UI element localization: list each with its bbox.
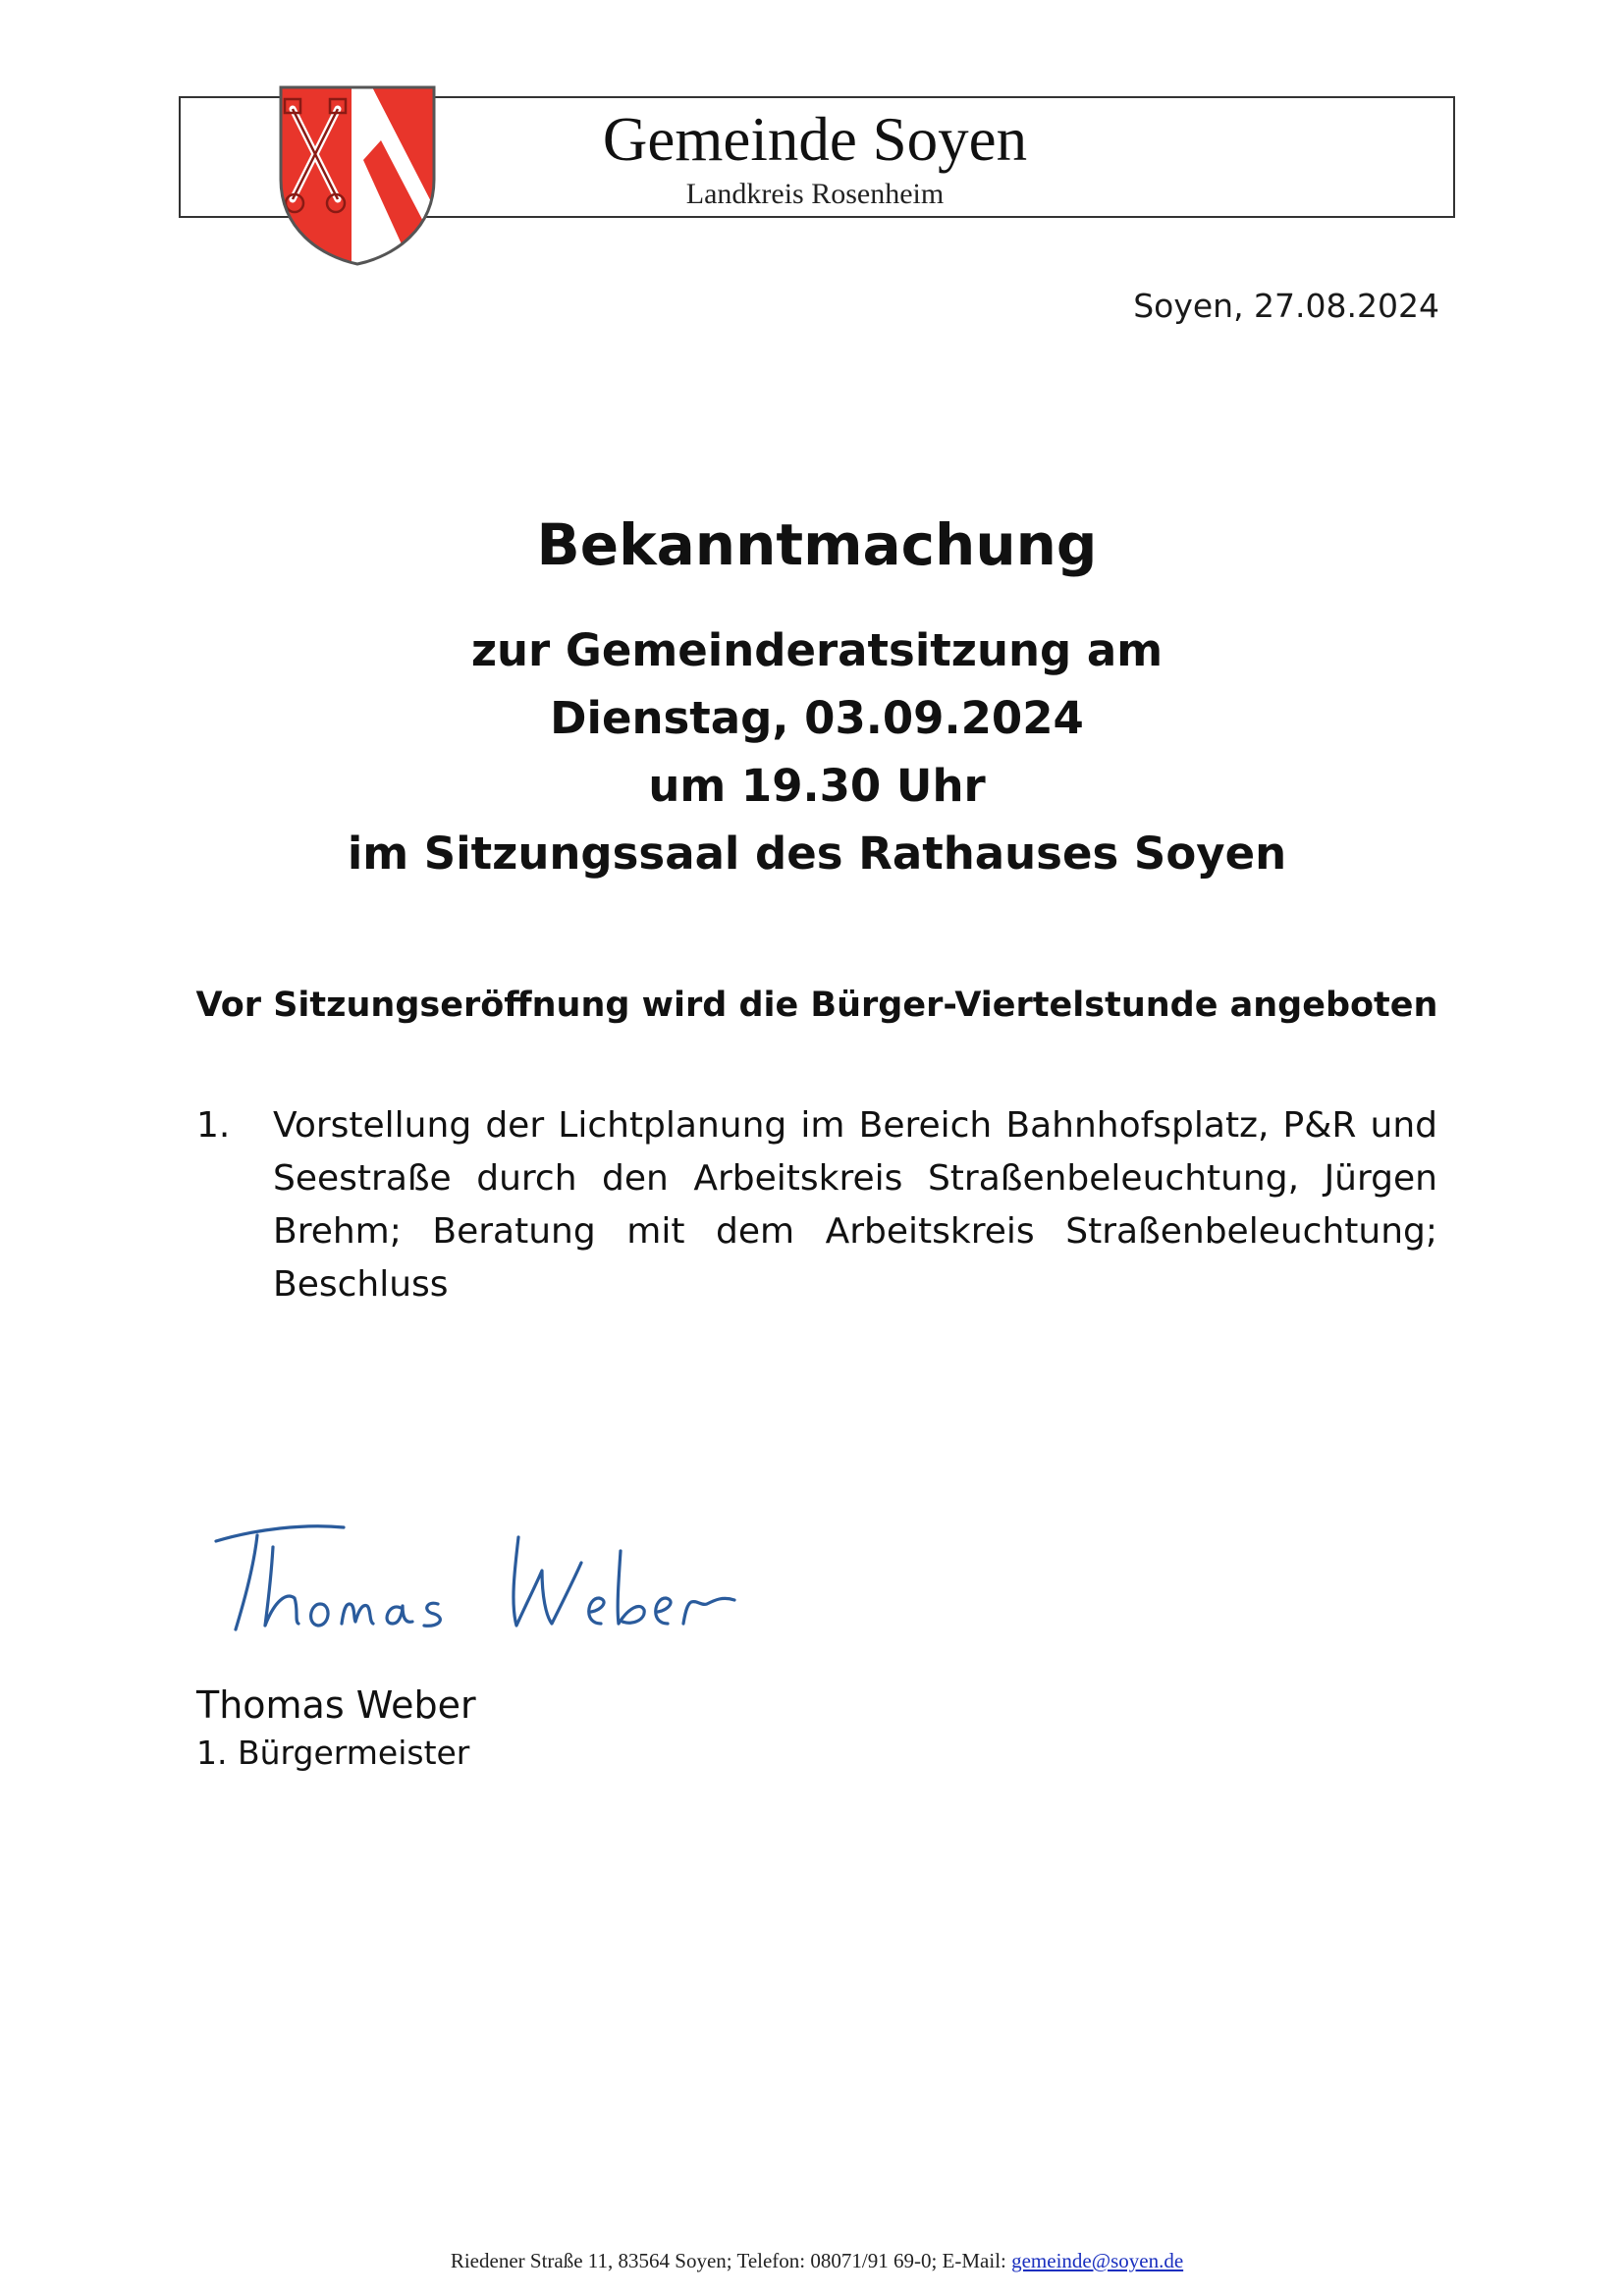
district-name: Landkreis Rosenheim — [685, 178, 945, 210]
meeting-line-date: Dienstag, 03.09.2024 — [550, 692, 1084, 744]
citizen-quarter-hour-note: Vor Sitzungseröffnung wird die Bürger-Viertelstunde angeboten — [195, 986, 1438, 1025]
signer-role: 1. Bürgermeister — [196, 1734, 470, 1772]
footer-email-link[interactable]: gemeinde@soyen.de — [1011, 2249, 1184, 2272]
agenda-item-text: Vorstellung der Lichtplanung im Bereich Bahnhofsplatz, P&R und Seestraße durch den Arbeitskreis Straßenbeleuchtung, Jürgen Brehm; Beratung mit dem Arbeitskreis Straßenbeleuchtung; Beschluss — [273, 1105, 1437, 1305]
agenda-list — [196, 1099, 1437, 1311]
document-date: Soyen, 27.08.2024 — [1133, 287, 1439, 325]
coat-of-arms-icon — [275, 81, 440, 268]
agenda-item — [196, 1099, 1437, 1311]
footer-address: Riedener Straße 11, 83564 Soyen; Telefon: 08071/91 69-0; E-Mail: — [450, 2249, 1012, 2272]
meeting-line-time: um 19.30 Uhr — [648, 760, 986, 812]
municipality-name: Gemeinde Soyen — [602, 105, 1028, 174]
signer-name: Thomas Weber — [196, 1683, 476, 1727]
footer-contact — [0, 2248, 1624, 2273]
agenda-item-number: 1. — [196, 1105, 231, 1146]
meeting-line-location: im Sitzungssaal des Rathauses Soyen — [347, 828, 1287, 880]
meeting-line-intro: zur Gemeinderatsitzung am — [470, 624, 1164, 676]
meeting-details — [0, 616, 1624, 887]
document-title: Bekanntmachung — [536, 511, 1098, 578]
handwritten-signature — [196, 1502, 785, 1659]
